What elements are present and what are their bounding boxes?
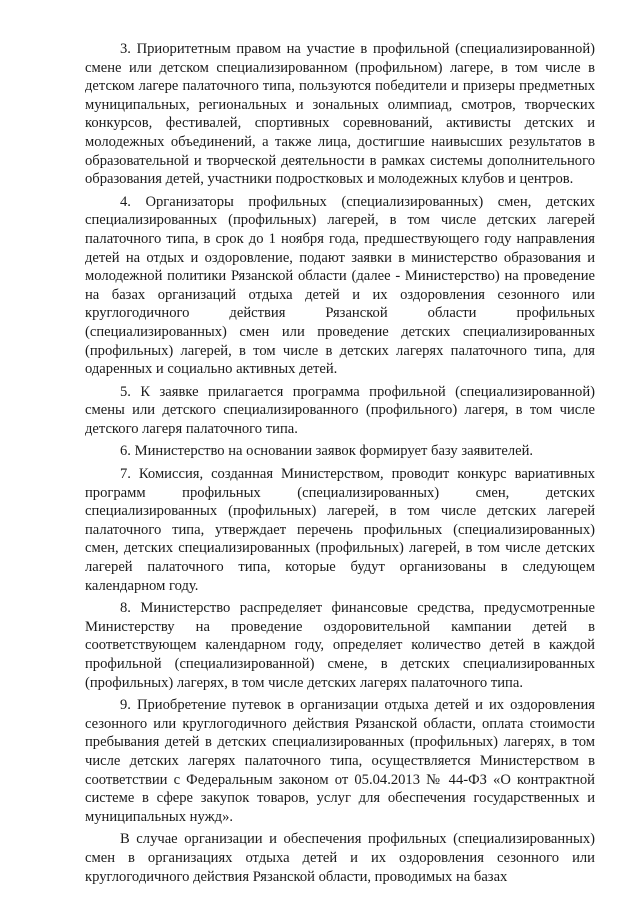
paragraph-3: 3. Приоритетным правом на участие в профильной (специализированной) смене или детском специализированном (профильном) лагере, в том числе в детском лагере палаточного типа, пользуются победители и призеры предметных муниципальных, региональных и зональных олимпиад, смотров, творческих конкурсов, фестивалей, спортивных соревнований, активисты детских и молодежных объединений, а также лица, достигшие наивысших результатов в образовательной и творческой деятельности в рамках системы дополнительного образования детей, участники подростковых и молодежных клубов и центров.	[85, 41, 595, 188]
paragraph-8: 8. Министерство распределяет финансовые средства, предусмотренные Министерству на проведение оздоровительной кампании детей в соответствующем календарном году, определяет количество детей в каждой профильной (специализированной) смене, в детских специализированных (профильных) лагерях, в том числе детских лагерях палаточного типа.	[85, 600, 595, 691]
paragraph-continuation: В случае организации и обеспечения профильных (специализированных) смен в организациях отдыха детей и их оздоровления сезонного или круглогодичного действия Рязанской области, проводимых на базах	[85, 831, 595, 885]
paragraph-9: 9. Приобретение путевок в организации отдыха детей и их оздоровления сезонного или круглогодичного действия Рязанской области, оплата стоимости пребывания детей в детских специализированных (профильных) лагерях, в том числе детских лагерях палаточного типа, осуществляется Министерством в соответствии с Федеральным законом от 05.04.2013 № 44-ФЗ «О контрактной системе в сфере закупок товаров, услуг для обеспечения государственных и муниципальных нужд».	[85, 697, 595, 825]
paragraph-4: 4. Организаторы профильных (специализированных) смен, детских специализированных (профильных) лагерей, в том числе детских лагерей палаточного типа, в срок до 1 ноября года, предшествующего году направления детей на отдых и оздоровление, подают заявки в министерство образования и молодежной политики Рязанской области (далее - Министерство) на проведение на базах организаций отдыха детей и их оздоровления сезонного или круглогодичного действия Рязанской области профильных (специализированных) смен или проведение детских специализированных (профильных) лагерей, в том числе в детских лагерях палаточного типа, для одаренных и социально активных детей.	[85, 193, 595, 378]
paragraph-6: 6. Министерство на основании заявок формирует базу заявителей.	[120, 443, 534, 460]
paragraph-7: 7. Комиссия, созданная Министерством, проводит конкурс вариативных программ профильных (специализированных) смен, детских специализированных (профильных) лагерей, в том числе детских лагерей палаточного типа, утверждает перечень профильных (специализированных) смен, детских специализированных (профильных) лагерей, в том числе детских лагерей палаточного типа, которые будут организованы в следующем календарном году.	[85, 466, 595, 594]
paragraph-5: 5. К заявке прилагается программа профильной (специализированной) смены или детского специализированного (профильного) лагеря, в том числе детского лагеря палаточного типа.	[85, 383, 595, 437]
